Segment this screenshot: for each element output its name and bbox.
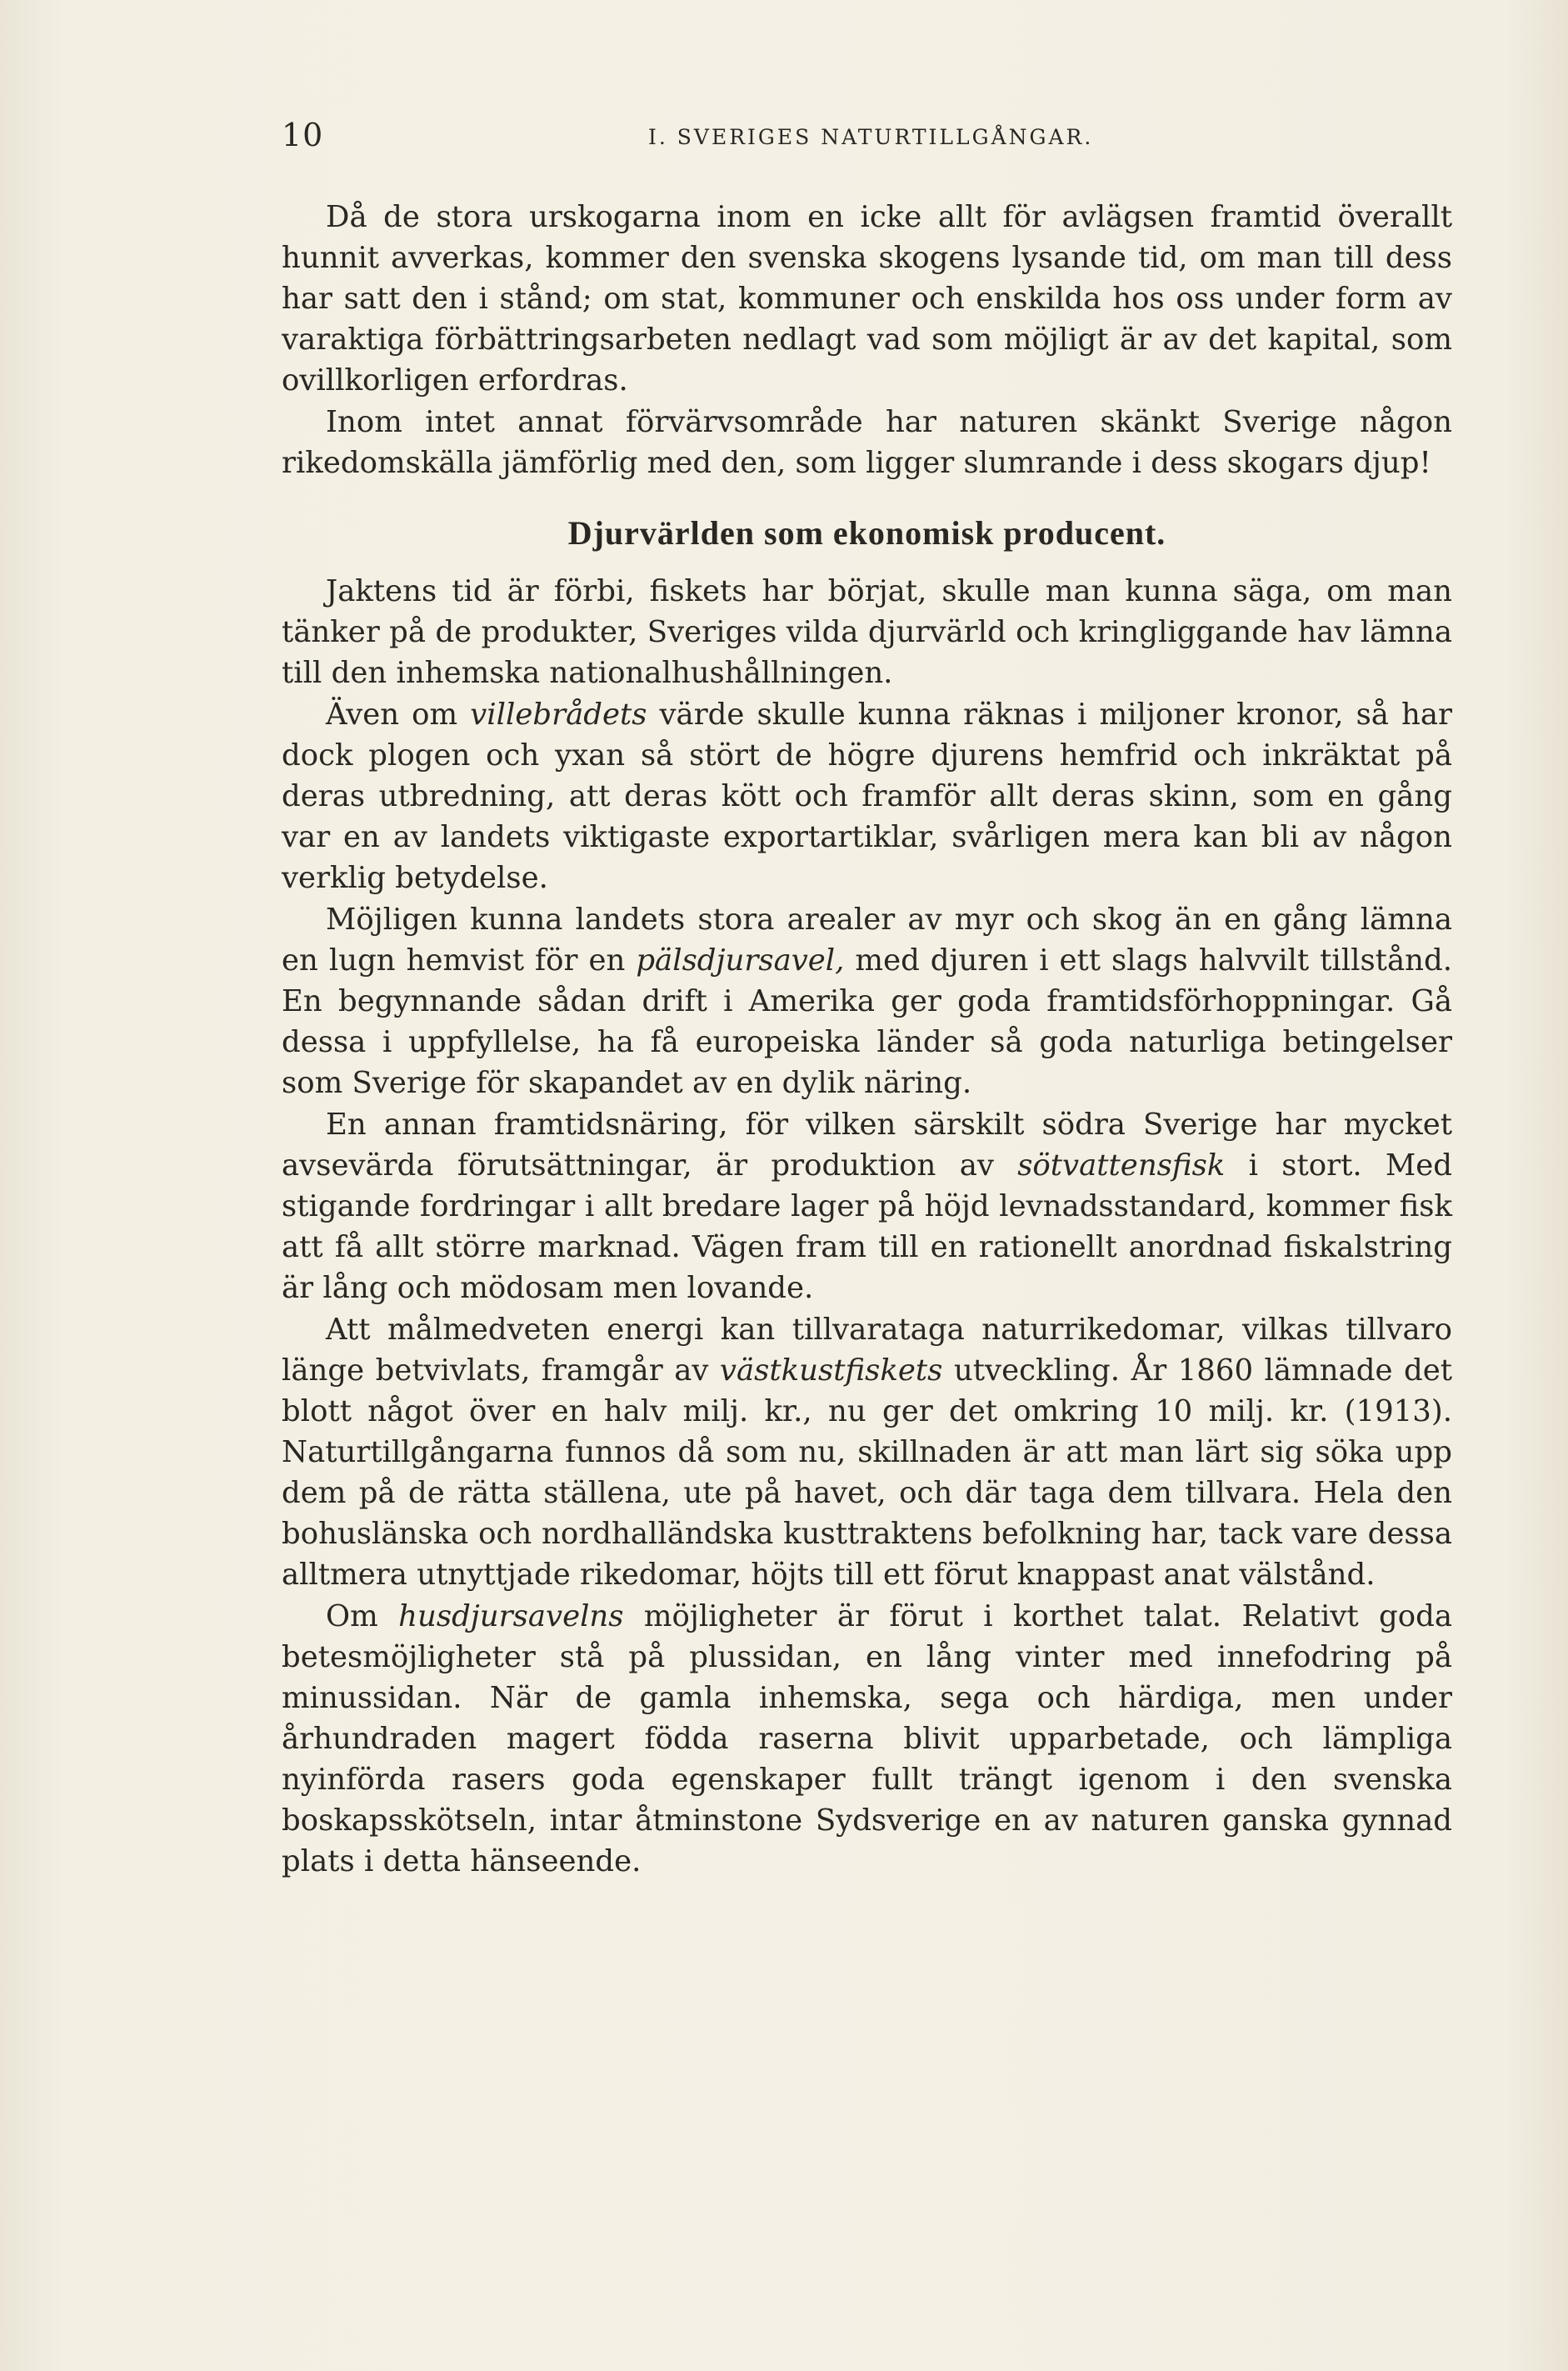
chapter-title: I. SVERIGES NATURTILLGÅNGAR.: [648, 125, 1094, 149]
paragraph-text: Möjligen kunna landets stora arealer av myr och skog än en gång lämna en lugn hemvist för en: [282, 903, 1452, 978]
paragraph-text: Även om: [326, 698, 471, 732]
paragraph-text: med djuren i ett slags halvvilt tillstånd. En begynnande sådan drift i Amerika ger goda framtidsförhoppningar. Gå dessa i uppfyllelse, ha få europeiska länder så goda naturliga betingelser som Sverige för skapandet av en dylik näring.: [282, 943, 1452, 1100]
paragraph-text: i stort. Med stigande fordringar i allt bredare lager på höjd levnadsstandard, kommer fisk att få allt större marknad. Vägen fram till en rationellt anordnad fiskalstring är lång och mödosam men lovande.: [282, 1148, 1452, 1305]
emphasis-term: husdjursavelns: [398, 1599, 624, 1633]
page-number: 10: [282, 117, 324, 153]
paragraph-text: Om: [326, 1599, 399, 1633]
emphasis-term: pälsdjursavel,: [636, 943, 845, 978]
paragraph-hunting-fishing: Jaktens tid är förbi, fiskets har börjat, skulle man kunna säga, om man tänker på de produkter, Sveriges vilda djurvärld och kringliggande hav lämna till den inhemska nationalhushållningen.: [282, 574, 1452, 690]
paragraph-forest-wealth: Inom intet annat förvärvsområde har naturen skänkt Sverige någon rikedomskälla jämförlig med den, som ligger slumrande i dess skogars djup!: [282, 405, 1452, 480]
emphasis-term: sötvattensfisk: [1017, 1148, 1226, 1183]
paragraph-west-coast-fishery: [282, 1309, 1452, 1595]
emphasis-term: västkustfiskets: [719, 1353, 943, 1388]
paragraph-text: En annan framtidsnäring, för vilken särskilt södra Sverige har mycket avsevärda förutsättningar, är produktion av: [282, 1108, 1452, 1183]
paragraph-freshwater-fish: [282, 1104, 1452, 1308]
paragraph-livestock: [282, 1596, 1452, 1882]
paragraph-text: utveckling. År 1860 lämnade det blott något över en halv milj. kr., nu ger det omkring 10 milj. kr. (1913). Naturtillgångarna funnos då som nu, skillnaden är att man lärt sig söka upp dem på de rätta ställena, ute på havet, och där taga dem tillvara. Hela den bohuslänska och nordhalländska kusttraktens befolkning har, tack vare dessa alltmera utnyttjade rikedomar, höjts till ett förut knappast anat välstånd.: [282, 1353, 1452, 1592]
paragraph-forest-future: Då de stora urskogarna inom en icke allt för avlägsen framtid överallt hunnit avverkas, kommer den svenska skogens lysande tid, om man till dess har satt den i stånd; om stat, kommuner och enskilda hos oss under form av varaktiga förbättringsarbeten nedlagt vad som möjligt är av det kapital, som ovillkorligen erfordras.: [282, 200, 1452, 398]
running-head: [282, 108, 1452, 175]
paragraph-text: värde skulle kunna räknas i miljoner kronor, så har dock plogen och yxan så stört de högre djurens hemfrid och inkräktat på deras utbredning, att deras kött och framför allt deras skinn, som en gång var en av landets viktigaste exportartiklar, svårligen mera kan bli av någon verklig betydelse.: [282, 698, 1452, 895]
paragraph-fur-farming: [282, 899, 1452, 1103]
emphasis-term: villebrådets: [470, 698, 647, 732]
paragraph-text: Att målmedveten energi kan tillvaratagа naturrikedomar, vilkas tillvaro länge betvivlats, framgår av: [282, 1313, 1452, 1388]
section-heading: Djurvärlden som ekonomisk producent.: [567, 514, 1166, 552]
page-content: [282, 108, 1452, 1883]
paragraph-text: möjligheter är förut i korthet talat. Relativt goda betesmöjligheter stå på plussidan, en lång vinter med innefodring på minussidan. När de gamla inhemska, sega och härdiga, men under århundraden magert födda raserna blivit upparbetade, och lämpliga nyinförda rasers goda egenskaper fullt trängt igenom i den svenska boskapsskötseln, intar åtminstone Sydsverige en av naturen ganska gynnad plats i detta hänseende.: [282, 1599, 1452, 1878]
paragraph-game: [282, 694, 1452, 898]
